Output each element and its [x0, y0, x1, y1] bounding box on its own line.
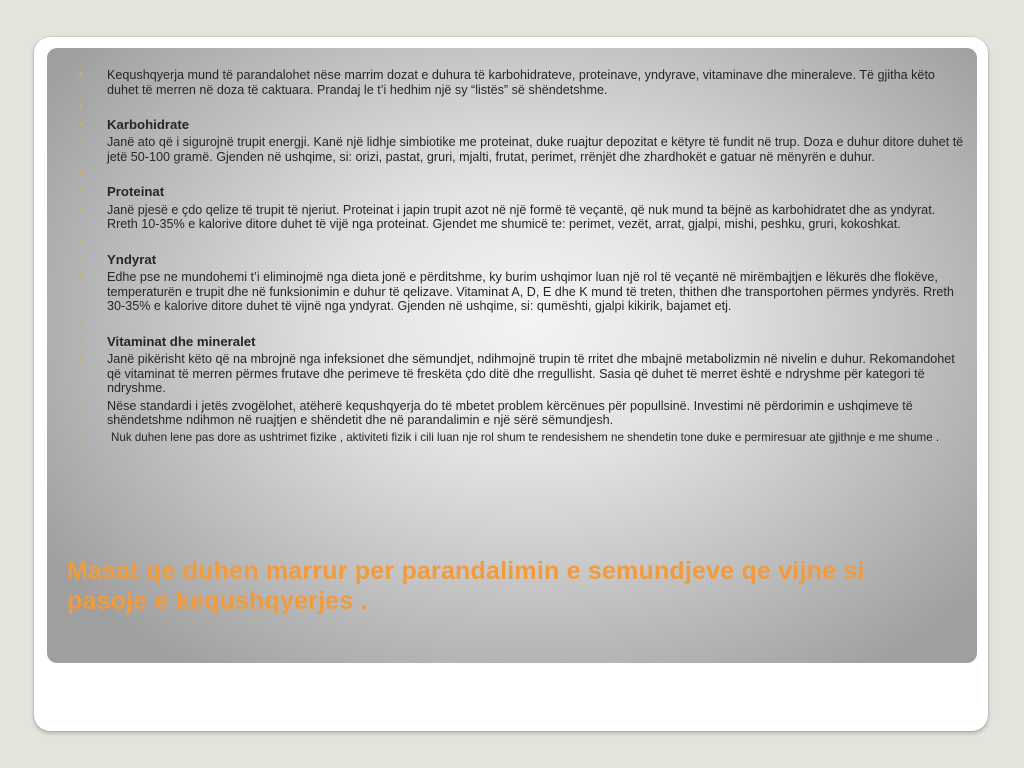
bullet-icon: ▪: [79, 235, 83, 247]
bullet-icon: ▪: [79, 203, 83, 215]
bullet-icon: ▪: [79, 186, 83, 198]
bullet-text: Nëse standardi i jetës zvogëlohet, atëherë kequshqyerja do të mbetet problem kërcënues për popullsinë. Investimi në përdorimin e ushqimeve të shëndetshme ndihmon në ruajtjen e shëndetit dhe në parandalimin e një sërë sëmundjesh.: [107, 398, 913, 428]
list-item: [77, 68, 967, 97]
bullet-icon: ▪: [79, 101, 83, 113]
section-heading: Vitaminat dhe mineralet: [107, 333, 256, 349]
list-item: [77, 399, 967, 428]
bullet-text: Janë pjesë e çdo qelize të trupit të njeriut. Proteinat i japin trupit azot në një formë të veçantë, që nuk mund ta bëjnë as karbohidratet dhe as yndyrat. Rreth 10-35% e kalorive ditore duhet të vijë nga proteinat. Gjendet me shumicë te: perimet, vezët, arrat, gjalpi, mishi, peshku, gruri, kokoshkat.: [107, 202, 936, 232]
list-item: [77, 135, 967, 164]
bullet-text: Kequshqyerja mund të parandalohet nëse marrim dozat e duhura të karbohidrateve, proteinave, yndyrave, vitaminave dhe mineraleve. Të gjitha këto duhet të merren në doza të caktuara. Prandaj le t’i hedhim një sy “listës” së shëndetshme.: [107, 68, 935, 97]
bullet-icon: ▪: [79, 271, 83, 283]
bullet-text: Nuk duhen lene pas dore as ushtrimet fizike , aktiviteti fizik i cili luan nje rol shum te rendesishem ne shendetin tone duke e permiresuar ate gjithnje e me shume .: [111, 431, 940, 445]
bullet-icon: ▪: [79, 353, 83, 365]
bullet-icon: ▪: [79, 399, 83, 411]
list-item: [77, 431, 967, 446]
bullet-text: Edhe pse ne mundohemi t’i eliminojmë nga dieta jonë e përditshme, ky burim ushqimor luan një rol të veçantë në mirëmbajtjen e lëkurës dhe flokëve, temperaturën e trupit dhe në funksionimin e duhur të qelizave. Vitaminat A, D, E dhe K mund të treten, thithen dhe transportohen përmes yndyrës. Rreth 30-35% e kalorive ditore duhet të vijnë nga yndyrat. Gjenden në ushqime, si: qumështi, gjalpi kikirik, bajamet etj.: [107, 270, 954, 314]
bullet-icon: ▪: [79, 118, 83, 130]
bullet-icon: ▪: [79, 253, 83, 265]
list-item: [77, 352, 967, 396]
bullet-icon: ▪: [79, 317, 83, 329]
list-item: [77, 253, 967, 268]
bullet-icon: ▪: [79, 136, 83, 148]
list-item: [77, 203, 967, 232]
section-heading: Karbohidrate: [107, 116, 190, 132]
bullet-text: Janë ato që i sigurojnë trupit energji. Kanë një lidhje simbiotike me proteinat, duke ruajtur depozitat e këtyre të fundit në trup. Doza e duhur ditore duhet të jetë 50-100 gramë. Gjenden në ushqime, si: orizi, pastat, gruri, mjalti, frutat, perimet, rrënjët dhe zhardhokët e gatuar në mënyrën e duhur.: [107, 135, 964, 164]
bullet-icon: ▪: [79, 335, 83, 347]
list-item: [77, 270, 967, 314]
section-heading: Proteinat: [107, 184, 165, 200]
section-heading: Yndyrat: [107, 251, 157, 267]
list-item: [77, 235, 967, 250]
list-item: [77, 335, 967, 350]
bullet-list: [77, 68, 967, 446]
bullet-icon: ▪: [79, 69, 83, 80]
bullet-icon: ▪: [79, 168, 83, 180]
bullet-icon: ▪: [79, 432, 83, 444]
list-item: [77, 100, 967, 115]
slide-content: [77, 68, 967, 449]
list-item: [77, 185, 967, 200]
slide-panel: [47, 48, 977, 663]
list-item: [77, 118, 967, 133]
list-item: [77, 317, 967, 332]
slide-title: Masat qe duhen marrur per parandalimin e semundjeve qe vijne si pasoje e kequshqyerjes .: [67, 557, 865, 615]
bullet-text: Janë pikërisht këto që na mbrojnë nga infeksionet dhe sëmundjet, ndihmojnë trupin të rritet dhe mbajnë metabolizmin në nivelin e duhur. Rekomandohet që vitaminat të merren përmes frutave dhe perimeve të freskëta çdo ditë dhe rregullisht. Sasia që duhet të merret është e ndryshme për kategori të ndryshme.: [107, 352, 955, 396]
list-item: [77, 168, 967, 183]
